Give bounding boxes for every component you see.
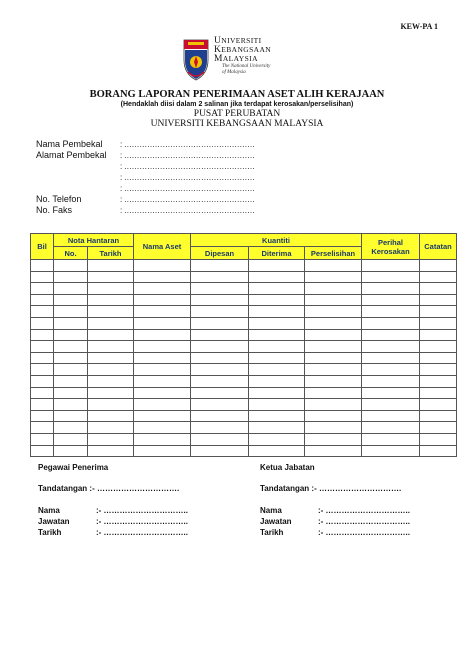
table-cell[interactable]: [191, 399, 249, 411]
supplier-address-field-2[interactable]: : ……………………………………………: [120, 162, 255, 171]
table-cell[interactable]: [54, 317, 88, 329]
col-no: No.: [54, 247, 88, 260]
table-cell[interactable]: [134, 410, 191, 422]
table-cell[interactable]: [88, 422, 134, 434]
head-of-department-title: Ketua Jabatan: [260, 463, 315, 472]
table-cell[interactable]: [420, 410, 457, 422]
table-row: [31, 352, 457, 364]
logo-tagline-2: of Malaysia: [222, 70, 246, 75]
table-cell[interactable]: [54, 294, 88, 306]
phone-field[interactable]: : ……………………………………………: [120, 195, 255, 204]
table-cell[interactable]: [191, 375, 249, 387]
col-perselisihan: Perselisihan: [305, 247, 362, 260]
table-cell[interactable]: [362, 399, 420, 411]
table-cell[interactable]: [249, 375, 305, 387]
phone-label: No. Telefon: [36, 194, 82, 204]
table-cell[interactable]: [420, 294, 457, 306]
table-row: [31, 375, 457, 387]
table-cell[interactable]: [362, 260, 420, 272]
col-bil: Bil: [31, 234, 54, 260]
table-row: [31, 260, 457, 272]
table-cell[interactable]: [134, 329, 191, 341]
table-cell[interactable]: [54, 271, 88, 283]
left-nama-field[interactable]: :- …………………………..: [96, 506, 188, 515]
table-cell[interactable]: [54, 399, 88, 411]
table-cell[interactable]: [88, 283, 134, 295]
table-cell[interactable]: [191, 364, 249, 376]
table-cell[interactable]: [305, 317, 362, 329]
table-cell[interactable]: [305, 352, 362, 364]
table-cell[interactable]: [249, 433, 305, 445]
table-cell[interactable]: [305, 341, 362, 353]
table-cell[interactable]: [362, 445, 420, 457]
logo-line-1: UNIVERSITI: [214, 36, 262, 46]
col-diterima: Diterima: [249, 247, 305, 260]
table-cell[interactable]: [249, 283, 305, 295]
right-nama-field[interactable]: :- …………………………..: [318, 506, 410, 515]
table-cell[interactable]: [362, 375, 420, 387]
table-cell[interactable]: [362, 329, 420, 341]
table-cell[interactable]: [134, 341, 191, 353]
logo-line-2: KEBANGSAAN: [214, 45, 272, 55]
table-cell[interactable]: [305, 445, 362, 457]
table-cell[interactable]: [420, 445, 457, 457]
table-cell[interactable]: [31, 445, 54, 457]
table-cell[interactable]: [54, 445, 88, 457]
left-jawatan-field[interactable]: :- …………………………..: [96, 517, 188, 526]
table-cell[interactable]: [362, 317, 420, 329]
table-cell[interactable]: [191, 445, 249, 457]
table-cell[interactable]: [134, 387, 191, 399]
table-cell[interactable]: [305, 399, 362, 411]
table-cell[interactable]: [249, 341, 305, 353]
table-cell[interactable]: [362, 271, 420, 283]
table-cell[interactable]: [420, 260, 457, 272]
table-cell[interactable]: [88, 271, 134, 283]
table-cell[interactable]: [54, 329, 88, 341]
table-cell[interactable]: [420, 399, 457, 411]
table-cell[interactable]: [191, 341, 249, 353]
table-cell[interactable]: [305, 283, 362, 295]
table-cell[interactable]: [191, 317, 249, 329]
left-tarikh-label: Tarikh: [38, 528, 62, 537]
supplier-address-field-1[interactable]: : ……………………………………………: [120, 151, 255, 160]
right-tarikh-label: Tarikh: [260, 528, 284, 537]
table-cell[interactable]: [31, 329, 54, 341]
table-cell[interactable]: [88, 329, 134, 341]
table-cell[interactable]: [191, 410, 249, 422]
table-cell[interactable]: [420, 422, 457, 434]
col-nota-hantaran: Nota Hantaran: [54, 234, 134, 247]
table-cell[interactable]: [305, 364, 362, 376]
table-cell[interactable]: [134, 317, 191, 329]
table-cell[interactable]: [305, 271, 362, 283]
table-cell[interactable]: [88, 260, 134, 272]
table-row: [31, 422, 457, 434]
table-cell[interactable]: [88, 294, 134, 306]
table-row: [31, 410, 457, 422]
table-cell[interactable]: [305, 410, 362, 422]
table-cell[interactable]: [420, 352, 457, 364]
col-tarikh: Tarikh: [88, 247, 134, 260]
right-jawatan-label: Jawatan: [260, 517, 292, 526]
table-row: [31, 294, 457, 306]
col-nama-aset: Nama Aset: [134, 234, 191, 260]
form-title: BORANG LAPORAN PENERIMAAN ASET ALIH KERAJAAN: [89, 89, 385, 100]
table-cell[interactable]: [134, 306, 191, 318]
table-cell[interactable]: [134, 364, 191, 376]
table-cell[interactable]: [191, 283, 249, 295]
right-tarikh-field[interactable]: :- …………………………..: [318, 528, 410, 537]
table-cell[interactable]: [31, 317, 54, 329]
table-cell[interactable]: [362, 341, 420, 353]
table-cell[interactable]: [134, 271, 191, 283]
table-cell[interactable]: [305, 433, 362, 445]
logo-tagline-1: The National University: [222, 64, 271, 69]
table-cell[interactable]: [191, 387, 249, 399]
table-cell[interactable]: [249, 306, 305, 318]
table-cell[interactable]: [31, 433, 54, 445]
table-cell[interactable]: [305, 375, 362, 387]
table-cell[interactable]: [31, 387, 54, 399]
table-cell[interactable]: [88, 375, 134, 387]
table-row: [31, 433, 457, 445]
table-cell[interactable]: [54, 283, 88, 295]
table-cell[interactable]: [191, 352, 249, 364]
table-cell[interactable]: [54, 433, 88, 445]
table-cell[interactable]: [54, 410, 88, 422]
table-cell[interactable]: [249, 422, 305, 434]
table-cell[interactable]: [88, 341, 134, 353]
table-cell[interactable]: [362, 387, 420, 399]
table-cell[interactable]: [249, 364, 305, 376]
table-cell[interactable]: [420, 433, 457, 445]
table-cell[interactable]: [249, 387, 305, 399]
supplier-address-field-3[interactable]: : ……………………………………………: [120, 173, 255, 182]
table-cell[interactable]: [191, 306, 249, 318]
table-cell[interactable]: [191, 294, 249, 306]
table-cell[interactable]: [249, 410, 305, 422]
table-cell[interactable]: [420, 375, 457, 387]
table-cell[interactable]: [362, 352, 420, 364]
table-cell[interactable]: [54, 306, 88, 318]
table-cell[interactable]: [191, 422, 249, 434]
table-cell[interactable]: [420, 364, 457, 376]
crest-icon: [184, 40, 208, 80]
right-jawatan-field[interactable]: :- …………………………..: [318, 517, 410, 526]
table-cell[interactable]: [31, 410, 54, 422]
right-signature-line[interactable]: Tandatangan :- ………………………….: [260, 484, 402, 493]
table-cell[interactable]: [88, 410, 134, 422]
table-cell[interactable]: [249, 294, 305, 306]
table-cell[interactable]: [134, 352, 191, 364]
table-cell[interactable]: [420, 329, 457, 341]
table-cell[interactable]: [88, 445, 134, 457]
table-cell[interactable]: [88, 433, 134, 445]
fax-label: No. Faks: [36, 205, 73, 215]
table-cell[interactable]: [249, 260, 305, 272]
asset-table: [30, 233, 457, 457]
col-kuantiti: Kuantiti: [191, 234, 362, 247]
table-cell[interactable]: [31, 375, 54, 387]
col-catatan: Catatan: [420, 234, 457, 260]
table-cell[interactable]: [54, 387, 88, 399]
table-cell[interactable]: [88, 352, 134, 364]
table-cell[interactable]: [54, 341, 88, 353]
table-cell[interactable]: [249, 399, 305, 411]
table-cell[interactable]: [305, 387, 362, 399]
table-cell[interactable]: [420, 283, 457, 295]
table-cell[interactable]: [420, 306, 457, 318]
table-cell[interactable]: [249, 271, 305, 283]
table-cell[interactable]: [134, 422, 191, 434]
table-cell[interactable]: [54, 364, 88, 376]
table-cell[interactable]: [305, 422, 362, 434]
supplier-name-label: Nama Pembekal: [36, 139, 103, 149]
table-cell[interactable]: [88, 364, 134, 376]
table-cell[interactable]: [305, 294, 362, 306]
table-cell[interactable]: [191, 433, 249, 445]
table-cell[interactable]: [305, 329, 362, 341]
table-cell[interactable]: [54, 352, 88, 364]
left-tarikh-field[interactable]: :- …………………………..: [96, 528, 188, 537]
table-cell[interactable]: [420, 271, 457, 283]
table-row: [31, 387, 457, 399]
table-cell[interactable]: [134, 433, 191, 445]
left-nama-label: Nama: [38, 506, 60, 515]
table-row: [31, 283, 457, 295]
form-subtitle: (Hendaklah diisi dalam 2 salinan jika terdapat kerosakan/perselisihan): [120, 101, 354, 108]
table-cell[interactable]: [362, 364, 420, 376]
table-cell[interactable]: [362, 410, 420, 422]
logo-line-3: MALAYSIA: [214, 54, 258, 64]
table-cell[interactable]: [31, 260, 54, 272]
table-cell[interactable]: [54, 260, 88, 272]
table-cell[interactable]: [88, 387, 134, 399]
table-cell[interactable]: [31, 283, 54, 295]
table-cell[interactable]: [31, 422, 54, 434]
table-cell[interactable]: [54, 422, 88, 434]
left-jawatan-label: Jawatan: [38, 517, 70, 526]
table-cell[interactable]: [88, 399, 134, 411]
table-cell[interactable]: [134, 445, 191, 457]
receiving-officer-title: Pegawai Penerima: [38, 463, 109, 472]
table-cell[interactable]: [420, 387, 457, 399]
supplier-address-field-4[interactable]: : ……………………………………………: [120, 184, 255, 193]
table-cell[interactable]: [31, 341, 54, 353]
table-row: [31, 364, 457, 376]
table-cell[interactable]: [31, 306, 54, 318]
table-cell[interactable]: [191, 260, 249, 272]
table-cell[interactable]: [54, 375, 88, 387]
table-cell[interactable]: [134, 283, 191, 295]
table-cell[interactable]: [31, 399, 54, 411]
university-name: UNIVERSITI KEBANGSAAN MALAYSIA: [150, 119, 324, 129]
table-cell[interactable]: [362, 294, 420, 306]
table-cell[interactable]: [31, 294, 54, 306]
table-cell[interactable]: [305, 260, 362, 272]
table-cell[interactable]: [191, 271, 249, 283]
fax-field[interactable]: : ……………………………………………: [120, 206, 255, 215]
form-code: KEW-PA 1: [400, 22, 438, 31]
supplier-address-label: Alamat Pembekal: [36, 150, 107, 160]
table-row: [31, 445, 457, 457]
table-cell[interactable]: [305, 306, 362, 318]
table-cell[interactable]: [134, 399, 191, 411]
table-row: [31, 271, 457, 283]
department-name: PUSAT PERUBATAN: [193, 109, 281, 119]
table-row: [31, 329, 457, 341]
table-cell[interactable]: [362, 306, 420, 318]
table-cell[interactable]: [88, 317, 134, 329]
supplier-name-field[interactable]: : ……………………………………………: [120, 140, 255, 149]
table-cell[interactable]: [420, 317, 457, 329]
table-row: [31, 341, 457, 353]
table-cell[interactable]: [134, 260, 191, 272]
table-cell[interactable]: [362, 422, 420, 434]
table-row: [31, 306, 457, 318]
col-dipesan: Dipesan: [191, 247, 249, 260]
table-row: [31, 317, 457, 329]
table-cell[interactable]: [191, 329, 249, 341]
table-row: [31, 399, 457, 411]
table-cell[interactable]: [134, 375, 191, 387]
table-cell[interactable]: [88, 306, 134, 318]
table-cell[interactable]: [31, 271, 54, 283]
right-nama-label: Nama: [260, 506, 282, 515]
table-cell[interactable]: [249, 352, 305, 364]
table-cell[interactable]: [31, 364, 54, 376]
table-cell[interactable]: [420, 341, 457, 353]
table-cell[interactable]: [249, 329, 305, 341]
table-cell[interactable]: [31, 352, 54, 364]
left-signature-line[interactable]: Tandatangan :- ………………………….: [38, 484, 180, 493]
table-cell[interactable]: [249, 445, 305, 457]
col-perihal-kerosakan: Perihal Kerosakan: [362, 234, 420, 260]
table-cell[interactable]: [362, 433, 420, 445]
table-cell[interactable]: [362, 283, 420, 295]
table-cell[interactable]: [249, 317, 305, 329]
table-cell[interactable]: [134, 294, 191, 306]
